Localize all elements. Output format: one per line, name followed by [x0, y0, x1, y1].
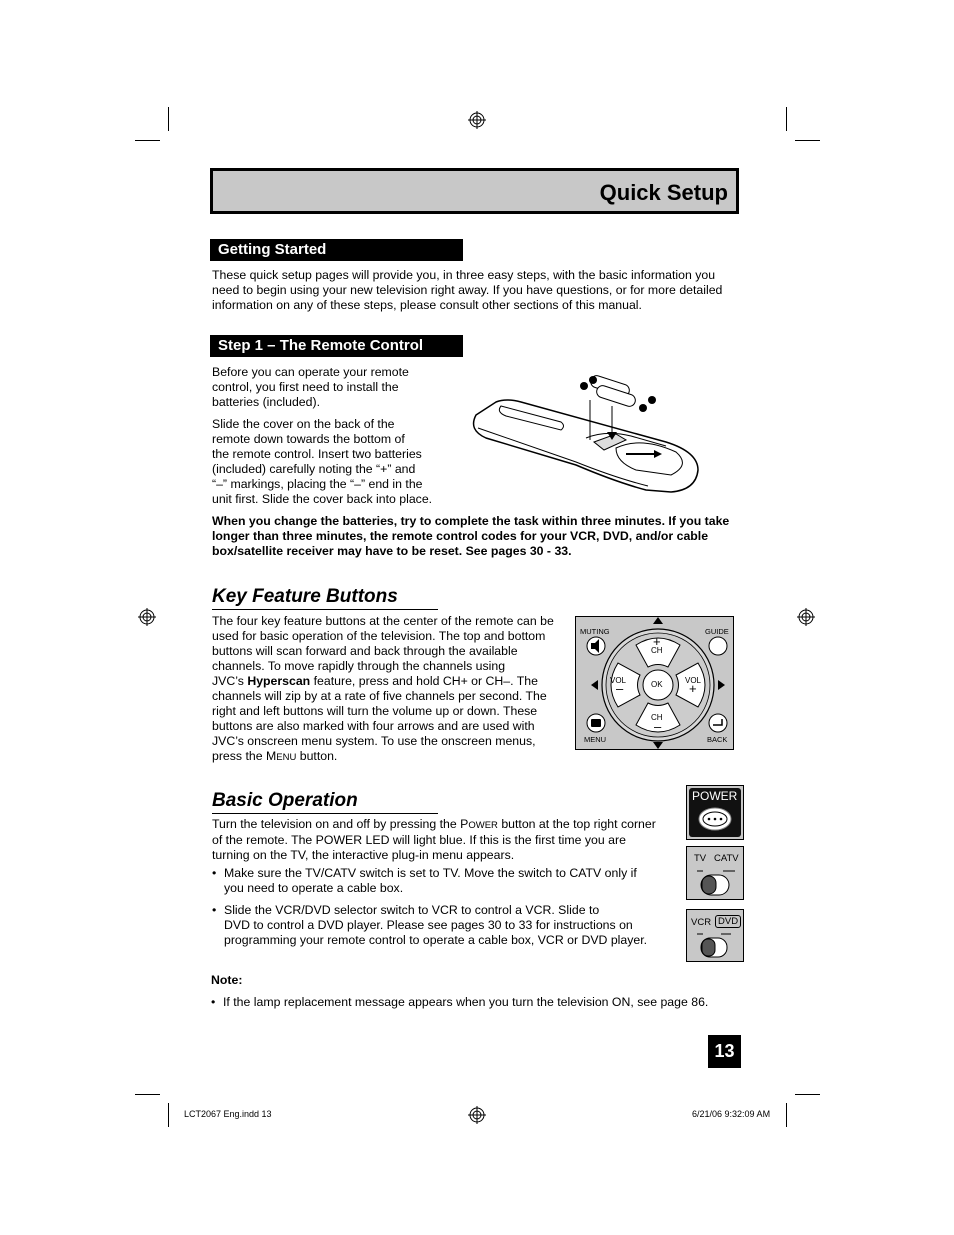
crop-mark	[168, 1103, 169, 1127]
key-feature-text	[212, 614, 572, 765]
page-title-box	[210, 168, 739, 214]
text-line: need to begin using your new television right away. If you have questions, or for more detailed	[212, 283, 723, 297]
text-span: Turn the television on and off by pressing the P	[212, 817, 469, 831]
text-line: longer than three minutes, the remote control codes for your VCR, DVD, and/or cable	[212, 529, 709, 543]
back-label: BACK	[707, 735, 728, 744]
vol-left-label: VOL	[610, 676, 627, 685]
switch-icon	[687, 910, 743, 961]
hyperscan-term: Hyperscan	[247, 674, 311, 688]
basic-operation-heading: Basic Operation	[212, 790, 438, 814]
text-line	[212, 749, 572, 765]
text-line: of the remote. The POWER LED will light blue. If this is the first time you are	[212, 833, 626, 847]
text-line: right and left buttons will turn the volume up or down. These	[212, 704, 538, 718]
key-feature-heading: Key Feature Buttons	[212, 586, 438, 610]
page-number: 13	[708, 1035, 741, 1068]
note-bullet	[211, 995, 763, 1010]
menu-label: MENU	[584, 735, 607, 744]
text-line: When you change the batteries, try to complete the task within three minutes. If you take	[212, 514, 730, 528]
vol-right-label: VOL	[685, 676, 702, 685]
bullet-dot: •	[212, 903, 217, 917]
menu-small-caps: ENU	[276, 752, 297, 763]
text-line: box/satellite receiver may have to be reset. See pages 30 - 33.	[212, 544, 572, 558]
tv-label: TV	[694, 853, 707, 864]
ch-plus-sign: +	[653, 634, 661, 649]
text-span: feature, press and hold CH+ or CH–. The	[310, 674, 538, 688]
text-line: Slide the cover on the back of the	[212, 417, 395, 431]
text-line: unit first. Slide the cover back into place.	[212, 492, 433, 506]
vcr-label: VCR	[691, 917, 712, 928]
crop-mark	[786, 1103, 787, 1127]
vol-minus-sign: –	[616, 681, 624, 696]
key-feature-pad	[575, 616, 734, 750]
crop-mark	[135, 140, 160, 141]
ch-minus-sign: –	[654, 719, 662, 734]
text-line: information on any of these steps, please consult other sections of this manual.	[212, 298, 642, 312]
crop-mark	[168, 107, 169, 131]
step1-para2	[212, 417, 452, 507]
bullet-dot: •	[212, 866, 217, 880]
text-line: control, you first need to install the	[212, 380, 399, 394]
page-title: Quick Setup	[599, 180, 728, 205]
text-line: channels. To move rapidly through the channels using	[212, 659, 506, 673]
text-line: The four key feature buttons at the center of the remote can be	[212, 614, 554, 628]
text-line: programming your remote control to operate a cable box, VCR or DVD player.	[224, 933, 648, 947]
note-label: Note:	[211, 973, 243, 987]
text-span: press the M	[212, 749, 277, 763]
vcr-dvd-switch-graphic	[686, 909, 744, 962]
getting-started-text	[212, 268, 742, 313]
text-line: Before you can operate your remote	[212, 365, 409, 379]
registration-mark-icon	[468, 1106, 486, 1124]
muting-label: MUTING	[580, 627, 610, 636]
power-icon	[697, 806, 733, 832]
text-line: buttons are also marked with four arrows and are used with	[212, 719, 535, 733]
basic-operation-text	[212, 817, 672, 863]
text-line: “–” markings, placing the “–” end in the	[212, 477, 423, 491]
text-line: Make sure the TV/CATV switch is set to TV. Move the switch to CATV only if	[224, 866, 637, 880]
crop-mark	[795, 1094, 820, 1095]
note-text: If the lamp replacement message appears when you turn the television ON, see page 86.	[223, 995, 709, 1009]
remote-battery-illustration	[466, 370, 706, 500]
footer-timestamp: 6/21/06 9:32:09 AM	[692, 1109, 771, 1119]
text-span: JVC’s	[212, 674, 248, 688]
step1-heading: Step 1 – The Remote Control	[210, 335, 463, 357]
step1-para1	[212, 365, 452, 410]
crop-mark	[786, 107, 787, 131]
text-line: turning on the TV, the interactive plug-in menu appears.	[212, 848, 515, 862]
power-button-graphic	[686, 785, 744, 840]
ch-down-label: CH	[651, 713, 663, 722]
dvd-label: DVD	[715, 915, 741, 928]
bullet-dot: •	[211, 995, 216, 1009]
text-line	[212, 674, 572, 689]
power-label: POWER	[692, 789, 738, 803]
text-line: channels will zip by at a rate of five channels per second. The	[212, 689, 547, 703]
crop-mark	[795, 140, 820, 141]
crop-mark	[135, 1094, 160, 1095]
vol-plus-sign: +	[689, 681, 697, 696]
getting-started-heading: Getting Started	[210, 239, 463, 261]
tv-catv-switch-graphic	[686, 846, 744, 900]
text-line: used for basic operation of the television. The top and bottom	[212, 629, 546, 643]
footer-file: LCT2067 Eng.indd 13	[184, 1109, 272, 1119]
power-small-caps: OWER	[468, 820, 498, 831]
text-line: you need to operate a cable box.	[224, 881, 404, 895]
text-line: JVC’s onscreen menu system. To use the onscreen menus,	[212, 734, 536, 748]
registration-mark-icon	[468, 111, 486, 129]
bullet-vcr-dvd	[212, 903, 684, 948]
text-line	[212, 817, 672, 833]
text-line: DVD to control a DVD player. Please see pages 30 to 33 for instructions on	[224, 918, 633, 932]
ch-up-label: CH	[651, 646, 663, 655]
battery-warning	[212, 514, 747, 559]
text-line: Slide the VCR/DVD selector switch to VCR to control a VCR. Slide to	[224, 903, 600, 917]
text-line: the remote control. Insert two batteries	[212, 447, 422, 461]
text-span: button at the top right corner	[497, 817, 656, 831]
guide-label: GUIDE	[705, 627, 729, 636]
catv-label: CATV	[714, 853, 739, 864]
switch-icon	[687, 847, 743, 899]
text-line: buttons will scan forward and back through the available	[212, 644, 518, 658]
text-line: (included) carefully noting the “+” and	[212, 462, 416, 476]
text-span: button.	[296, 749, 338, 763]
bullet-tv-catv	[212, 866, 684, 896]
text-line: batteries (included).	[212, 395, 320, 409]
text-line: remote down towards the bottom of	[212, 432, 405, 446]
text-line: These quick setup pages will provide you, in three easy steps, with the basic information you	[212, 268, 716, 282]
registration-mark-icon	[797, 608, 815, 626]
ok-label: OK	[651, 680, 663, 689]
registration-mark-icon	[138, 608, 156, 626]
